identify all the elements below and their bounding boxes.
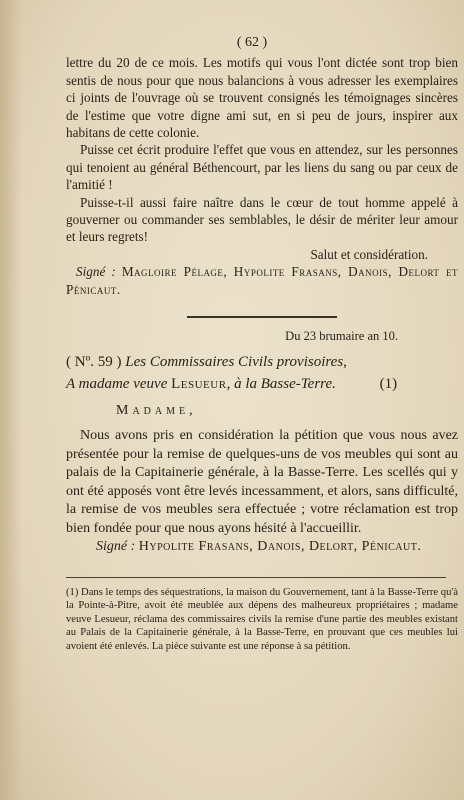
letter1-para3: Puisse-t-il aussi faire naître dans le cœur de tout homme appelé à gouverner ou commander ses semblables, le désir de mériter leur amour et leurs regrets! (66, 194, 458, 245)
letter2-header: Les Commissaires Civils provisoires, (125, 353, 347, 370)
letter2-date: Du 23 brumaire an 10. (285, 329, 398, 344)
letter2-body: Nous avons pris en considération la pétition que vous nous avez présentée pour la remise de quelques-uns de vos meubles qui sont au palais de la Capitainerie générale, à la Basse-Terre. Les scellés qui y ont été apposés vont être levés incessamment, et alors, sans difficulté, la remise de vos meubles sera effectuée ; votre réclamation est trop bien fondée pour que nous ayons hésité à l'accueillir. (66, 427, 458, 536)
letter1-sig-label: Signé : (76, 264, 116, 280)
letter2-signature (66, 538, 458, 557)
letter2-addressee (66, 374, 458, 394)
addressee-name: Lesueur (171, 375, 227, 392)
letter1-para1: lettre du 20 de ce mois. Les motifs qui vous l'ont dictée sont trop bien sentis de nous pour que nous balancions à vous adresser les exemplaires ci joints de l'ouvrage où se trouvent consignés les témoignages sincères de l'estime que votre digne ami sut, en si peu de jours, inspirer aux habitans de cette colonie. (66, 55, 458, 141)
letter2-salutation: Madame, (116, 402, 197, 418)
page-edge-shadow (0, 0, 22, 800)
page-number: ( 62 ) (236, 35, 268, 50)
letter2-number: ( Nº. 59 ) (66, 353, 122, 370)
letter2-sig-names: Hypolite Frasans, Danois, Delort, Pénicaut. (138, 539, 422, 555)
addressee-prefix: A madame veuve (66, 375, 168, 392)
letter1-signature (66, 263, 458, 298)
page-content (66, 34, 458, 653)
letter1-closing: Salut et considération. (310, 246, 428, 262)
letter2-heading (66, 352, 458, 372)
footnote: (1) Dans le temps des séquestrations, la maison du Gouvernement, tant à la Basse-Terre qu'à la Pointe-à-Pitre, avoit été meublée aux dépens des malheureux propriétaires ; madame veuve Lesueur, réclama des commissaires civils la remise d'une partie des meubles existant au Palais de la Capitainerie générale, à la Basse-Terre, en prouvant que ces meubles lui avoient été enlevés. La pièce suivante est une réponse à sa pétition. (66, 587, 458, 652)
letter1-sig-names: Magloire Pélage, Hypolite Frasans, Danois, Delort et Pénicaut. (66, 264, 458, 297)
footnote-ref: (1) (379, 375, 398, 392)
footnote-rule (66, 577, 446, 578)
addressee-suffix: , à la Basse-Terre. (226, 375, 336, 392)
letter1-para2: Puisse cet écrit produire l'effet que vous en attendez, sur les personnes qui tenoient au général Béthencourt, par les liens du sang ou par ceux de l'amitié ! (66, 142, 458, 193)
letter2-sig-label: Signé : (96, 539, 136, 555)
section-divider (187, 316, 337, 318)
